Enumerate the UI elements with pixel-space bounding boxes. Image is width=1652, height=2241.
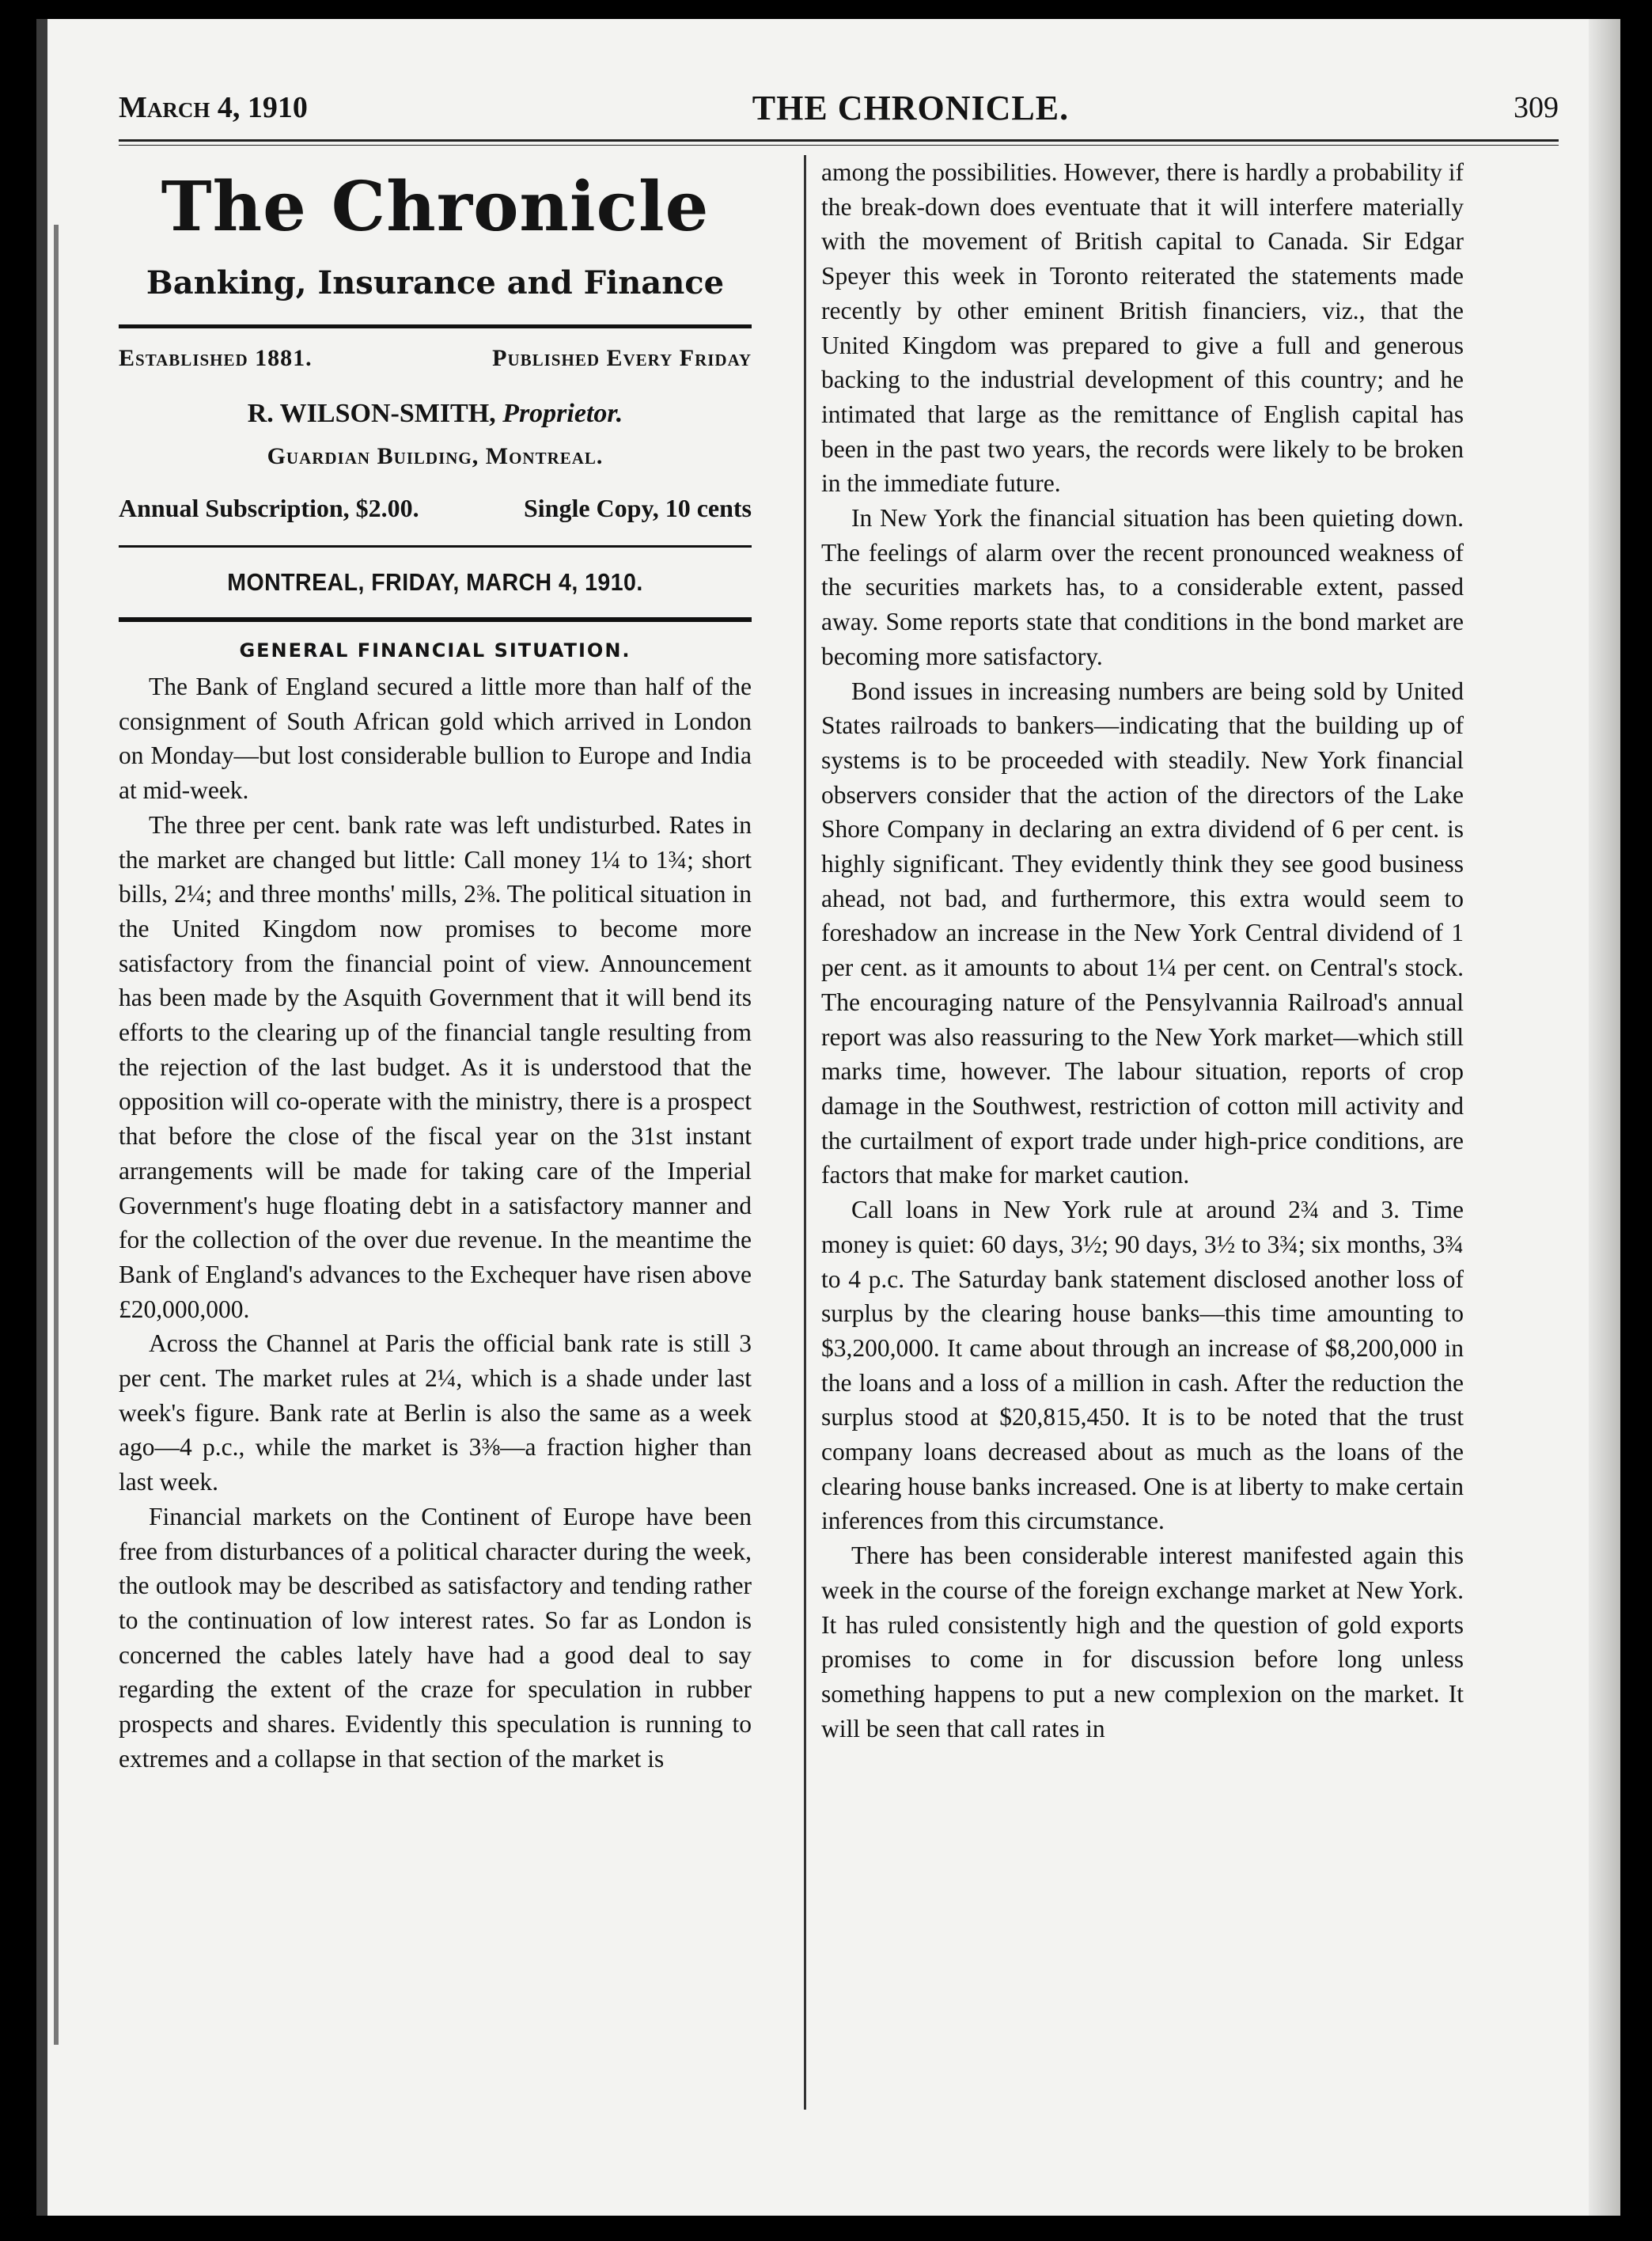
page-number: 309	[1513, 91, 1559, 124]
office-address: Guardian Building, Montreal.	[267, 443, 604, 469]
proprietor-name: R. WILSON-SMITH,	[247, 399, 496, 428]
article-paragraph: There has been considerable interest manifested again this week in the course of the foreign exchange market at New York. It has ruled consistently high and the question of gold exports promises to come in for discussion before long unless something happens to put a new complexion on the market. It will be seen that call rates in	[821, 1541, 1464, 1742]
annual-subscription: Annual Subscription, $2.00.	[119, 494, 419, 522]
dateline-rule	[119, 617, 752, 622]
publication-info	[119, 343, 752, 374]
masthead-subtitle: Banking, Insurance and Finance	[146, 264, 725, 301]
running-head	[119, 84, 1559, 131]
article-paragraph: among the possibilities. However, there is hardly a probability if the break-down does eventuate that it will interfere materially with the movement of British capital to Canada. Sir Edgar Speyer this week in Toronto reiterated the statements made recently by other eminent British financiers, viz., that the United Kingdom was prepared to give a full and generous backing to the industrial development of this country; and he intimated that large as the remittance of English capital has been in the past two years, the records were likely to be broken in the immediate future.	[821, 158, 1464, 498]
article-paragraph: Across the Channel at Paris the official bank rate is still 3 per cent. The market rules at 2¼, which is a shade under last week's figure. Bank rate at Berlin is also the same as a week ago—4 p.c., while the market is 3⅜—a fraction higher than last week.	[119, 1329, 752, 1496]
column-rule	[804, 155, 806, 2110]
article-paragraph: Call loans in New York rule at around 2¾ and 3. Time money is quiet: 60 days, 3½; 90 days, 3½ to 3¾; six months, 3¾ to 4 p.c. The Saturday bank statement disclosed another loss of surplus by the clearing house banks—this time amounting to $3,200,000. It came about through an increase of $8,200,000 in the loans and a loss of a million in cash. After the reduction the surplus stood at $20,815,450. It is to be noted that the trust company loans decreased about as much as the loans of the clearing house banks increased. One is at liberty to make certain inferences from this circumstance.	[821, 1196, 1464, 1535]
article-paragraph: The three per cent. bank rate was left undisturbed. Rates in the market are changed but little: Call money 1¼ to 1¾; short bills, 2¼; and three months' mills, 2⅜. The political situation in the United Kingdom now promises to become more satisfactory from the financial point of view. Announcement has been made by the Asquith Government that it will bend its efforts to the clearing up of the financial tangle resulting from the rejection of the last budget. As it is understood that the opposition will co-operate with the ministry, there is a prospect that before the close of the fiscal year on the 31st instant arrangements will be made for taking care of the Imperial Government's huge floating debt in a satisfactory manner and for the collection of the over due revenue. In the meantime the Bank of England's advances to the Exchequer have risen above £20,000,000.	[119, 810, 752, 1323]
issue-date: March 4, 1910	[119, 91, 308, 124]
article-heading: GENERAL FINANCIAL SITUATION.	[239, 639, 631, 662]
established-note: Established 1881.	[119, 345, 313, 371]
paper-name: THE CHRONICLE.	[752, 88, 1070, 127]
dateline: MONTREAL, FRIDAY, MARCH 4, 1910.	[227, 568, 643, 596]
subscription-line	[119, 491, 752, 525]
article-paragraph: In New York the financial situation has been quieting down. The feelings of alarm over the recent pronounced weakness of the securities markets has, to a considerable extent, passed away. Some reports state that conditions in the bond market are becoming more satisfactory.	[821, 504, 1464, 670]
left-column	[119, 155, 752, 1776]
single-copy-price: Single Copy, 10 cents	[523, 494, 752, 522]
masthead	[119, 168, 752, 622]
page-gutter-shadow	[1589, 19, 1620, 2216]
header-rule	[119, 139, 1559, 146]
masthead-title: The Chronicle	[161, 167, 710, 247]
article-paragraph: The Bank of England secured a little more than half of the consignment of South African gold which arrived in London on Monday—but lost considerable bullion to Europe and India at mid-week.	[119, 673, 752, 805]
proprietor-line	[119, 396, 752, 431]
published-note: Published Every Friday	[492, 345, 752, 371]
binding-edge	[54, 225, 59, 2045]
article-paragraph: Financial markets on the Continent of Europe have been free from disturbances of a political character during the week, the outlook may be described as satisfactory and tending rather to the continuation of low interest rates. So far as London is concerned the cables lately have had a good deal to say regarding the extent of the craze for speculation in rubber prospects and shares. Evidently this speculation is running to extremes and a collapse in that section of the market is	[119, 1502, 752, 1773]
article-paragraph: Bond issues in increasing numbers are being sold by United States railroads to bankers—indicating that the building up of systems is to be proceeded with steadily. New York financial observers consider that the action of the directors of the Lake Shore Company in declaring an extra dividend of 6 per cent. is highly significant. They evidently think they see good business ahead, not bad, and furthermore, this extra would seem to foreshadow an increase in the New York Central dividend of 1 per cent. as it amounts to about 1¼ per cent. on Central's stock. The encouraging nature of the Pensylvannia Railroad's annual report was also reassuring to the New York market—which still marks time, however. The labour situation, reports of crop damage in the Southwest, restriction of cotton mill activity and the curtailment of export trade under high-price conditions, are factors that make for market caution.	[821, 677, 1464, 1189]
right-column	[821, 155, 1464, 1746]
masthead-rule	[119, 324, 752, 328]
masthead-divider	[119, 545, 752, 548]
proprietor-title: Proprietor.	[502, 399, 623, 428]
